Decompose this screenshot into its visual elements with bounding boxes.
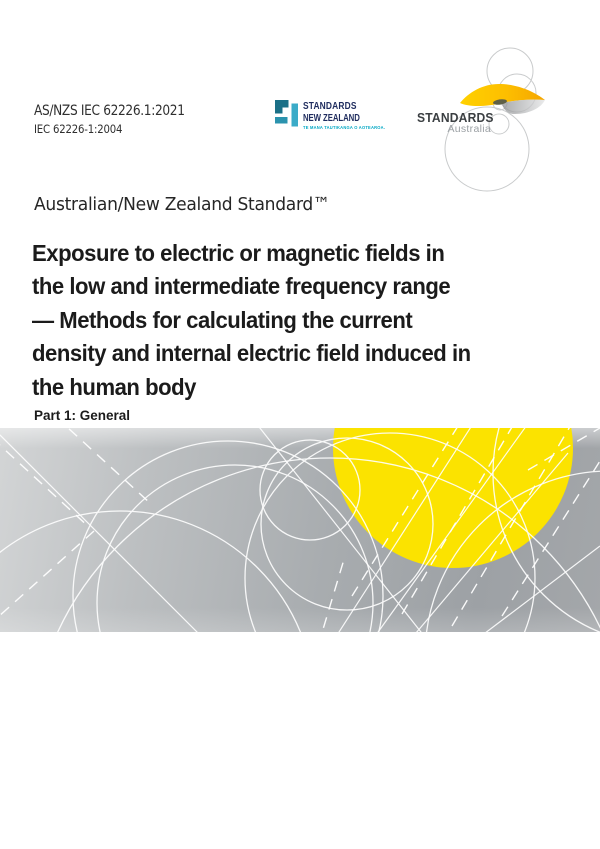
standard-type-line: Australian/New Zealand Standard™ bbox=[34, 194, 330, 215]
title-line-4: density and internal electric field induced in bbox=[32, 340, 471, 367]
banner-geometry-graphic bbox=[0, 428, 600, 632]
page-title bbox=[32, 237, 471, 404]
designation-primary: AS/NZS IEC 62226.1:2021 bbox=[34, 103, 185, 119]
doc-designation bbox=[34, 103, 213, 136]
part-subtitle: Part 1: General bbox=[34, 408, 131, 423]
title-line-5: the human body bbox=[32, 373, 197, 400]
designation-secondary: IEC 62226-1:2004 bbox=[34, 122, 123, 136]
snz-name-line2: NEW ZEALAND bbox=[303, 112, 360, 124]
standards-new-zealand-logo bbox=[275, 100, 395, 134]
snz-name-line1: STANDARDS bbox=[303, 101, 357, 112]
yellow-circle bbox=[333, 428, 573, 568]
snz-tukutuku-mark-icon bbox=[275, 100, 298, 127]
sa-name-line1: STANDARDS bbox=[417, 110, 494, 125]
title-line-3: — Methods for calculating the current bbox=[32, 306, 413, 333]
snz-tagline: TE MANA TAUTIKANGA O AOTEAROA. bbox=[303, 125, 386, 131]
title-line-2: the low and intermediate frequency range bbox=[32, 273, 451, 300]
title-line-1: Exposure to electric or magnetic fields in bbox=[32, 240, 445, 266]
standards-australia-logo bbox=[403, 45, 573, 195]
cover-banner-artwork bbox=[0, 428, 600, 632]
sa-name-line2: Australia bbox=[447, 123, 491, 135]
